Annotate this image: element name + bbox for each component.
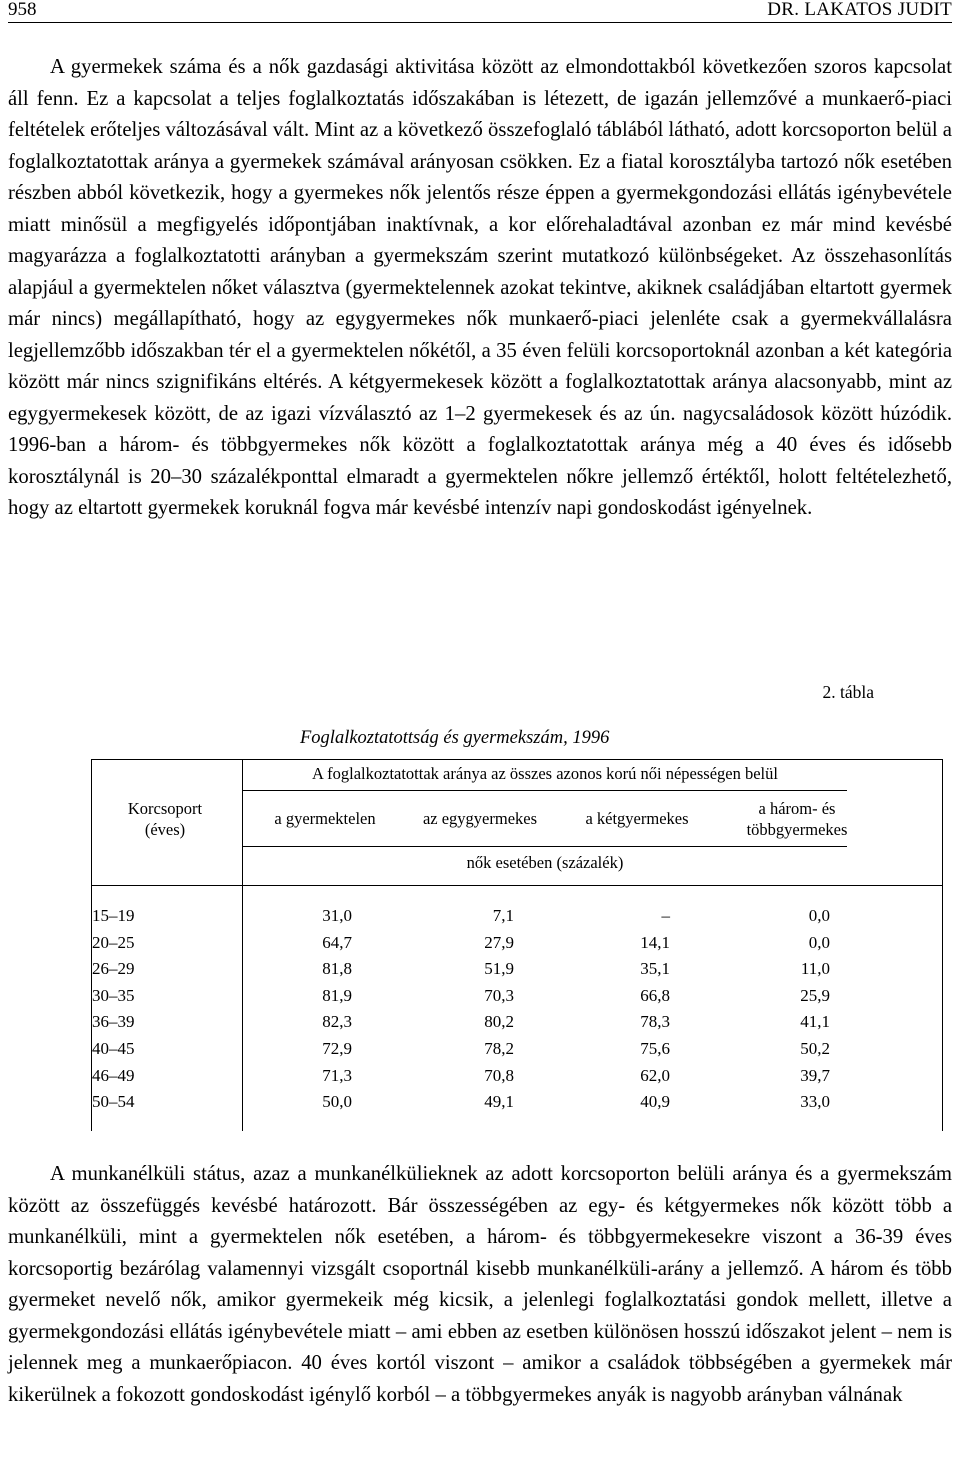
age-cell: 30–35 [92, 985, 135, 1005]
table-row [78, 1089, 830, 1116]
value-cell: 78,3 [640, 1012, 670, 1032]
value-cell: 7,1 [492, 906, 514, 925]
value-cell: 50,2 [800, 1038, 830, 1058]
table-row [78, 1009, 830, 1036]
value-cell: 14,1 [640, 932, 670, 952]
row-header: Korcsoport (éves) [127, 799, 203, 839]
column-header-two-children: a kétgyermekes [585, 809, 689, 828]
age-cell: 36–39 [92, 1012, 135, 1032]
value-cell: – [661, 906, 670, 925]
value-cell: 31,0 [322, 906, 352, 925]
value-cell: 51,9 [484, 959, 514, 979]
value-cell: 33,0 [800, 1092, 830, 1112]
value-cell: 0,0 [808, 932, 830, 952]
value-cell: 62,0 [640, 1065, 670, 1085]
age-cell: 26–29 [92, 959, 135, 979]
value-cell: 66,8 [640, 985, 670, 1005]
running-head [8, 0, 952, 23]
age-cell: 46–49 [92, 1065, 135, 1085]
age-cell: 50–54 [92, 1092, 135, 1112]
value-cell: 75,6 [640, 1038, 670, 1058]
table-row [78, 956, 830, 983]
spanner-top: A foglalkoztatottak aránya az összes azonos korú női népességen belül [312, 764, 778, 783]
value-cell: 35,1 [640, 959, 670, 979]
age-cell: 40–45 [92, 1038, 135, 1058]
table-right-rule [942, 759, 943, 1131]
table-row [78, 983, 830, 1010]
spanner-bottom: nők esetében (százalék) [466, 853, 624, 872]
value-cell: 27,9 [484, 932, 514, 952]
spanner-top-rule [242, 790, 847, 791]
value-cell: 11,0 [800, 959, 830, 979]
table-title: Foglalkoztatottság és gyermekszám, 1996 [300, 728, 610, 748]
value-cell: 50,0 [322, 1092, 352, 1112]
value-cell: 39,7 [800, 1065, 830, 1085]
table-top-rule [91, 759, 943, 760]
body-paragraph-2: A munkanélküli státus, azaz a munkanélkülieknek az adott korcsoporton belüli aránya és a gyermekszám között az összefüggés kevésbé határozott. Bár összességében az egy- és kétgyermekes nők között több a munkanélküli, mint a gyermektelen nők esetében, a három- és többgyermekesekre viszont a 36-39 éves korcsoportig bezárólag valamennyi vizsgált csoportnál kisebb munkanélküli-arány a jellemző. A három és több gyermeket nevelő nők, amikor gyermekeik még kicsik, a jelenlegi foglalkoztatási gondok mellett, illetve a gyermekgondozási ellátás igénybevétele miatt – ami ebben az esetben különösen hosszú időszakot jelent – nem is jelennek meg a munkaerőpiacon. 40 éves kortól viszont – amikor a családok többségében a gyermekek már kikerülnek a fokozott gondoskodást igénylő korból – a többgyermekes anyák is nagyobb arányban válnának [8, 1163, 952, 1406]
table-number: 2. tábla [822, 682, 874, 702]
value-cell: 25,9 [800, 985, 830, 1005]
value-cell: 71,3 [322, 1065, 352, 1085]
table-row [78, 1063, 830, 1090]
value-cell: 70,8 [484, 1065, 514, 1085]
column-header-one-child: az egygyermekes [422, 809, 538, 828]
page-number: 958 [8, 0, 37, 20]
value-cell: 81,9 [322, 985, 352, 1005]
value-cell: 70,3 [484, 985, 514, 1005]
author-name: DR. LAKATOS JUDIT [767, 0, 952, 20]
body-paragraph-1: A gyermekek száma és a nők gazdasági aktivitása között az elmondottakból következően szoros kapcsolat áll fenn. Ez a kapcsolat a teljes foglalkoztatás időszakában is létezett, de igazán jellemzővé a munkaerő-piaci feltételek erőteljes változásával vált. Mint az a következő összefoglaló táblából látható, adott korcsoporton belül a foglalkoztatottak aránya a gyermekek számával arányosan csökken. Ez a fiatal korosztályba tartozó nők esetében részben abból következik, hogy a gyermekes nők jelentős része éppen a gyermekgondozási ellátás igénybevétele miatt minősül a megfigyelés időpontjában inaktívnak, a kor előrehaladtával azonban ez már mind kevésbé magyarázza a foglalkoztatotti arányban a gyermekszám szerint mutatkozó különbségeket. Az összehasonlítás alapjául a gyermektelen nőket választva (gyermektelennek azokat tekintve, akiknek családjában eltartott gyermek már nincs) megállapítható, hogy az egygyermekes nők munkaerő-piaci jelenléte csak a gyermekvállalásra legjellemzőbb időszakban tér el a gyermektelen nőkétől, a 35 éven felüli korcsoportoknál azonban a két kategória között már nincs szignifikáns eltérés. A kétgyermekesek között a foglalkoztatottak aránya alacsonyabb, mint az egygyermekesek között, de az igazi vízválasztó az 1–2 gyermekesek és az ún. nagycsaládosok között húzódik. 1996-ban a három- és többgyermekes nők között a foglalkoztatottak aránya még a 40 éves és idősebb korosztálynál is 20–30 százalékponttal elmaradt a gyermektelen nőkre jellemző értéktől, holott feltételezhető, hogy az eltartott gyermekek koruknál fogva már kevésbé intenzív napi gondoskodást igényelnek. [8, 56, 952, 519]
value-cell: 81,8 [322, 959, 352, 979]
header-bottom-rule [91, 885, 943, 886]
data-table [78, 903, 830, 1116]
value-cell: 78,2 [484, 1038, 514, 1058]
table-row [78, 1036, 830, 1063]
value-cell: 49,1 [484, 1092, 514, 1112]
value-cell: 72,9 [322, 1038, 352, 1058]
age-cell: 15–19 [92, 906, 135, 925]
value-cell: 64,7 [322, 932, 352, 952]
value-cell: 82,3 [322, 1012, 352, 1032]
spanner-bottom-rule [242, 846, 847, 847]
table-row [78, 903, 830, 930]
value-cell: 80,2 [484, 1012, 514, 1032]
column-header-three-plus-children: a három- és többgyermekes [746, 799, 848, 839]
age-cell: 20–25 [92, 932, 135, 952]
value-cell: 41,1 [800, 1012, 830, 1032]
table-row [78, 930, 830, 957]
value-cell: 40,9 [640, 1092, 670, 1112]
column-header-childless: a gyermektelen [274, 809, 376, 828]
value-cell: 0,0 [808, 906, 830, 925]
